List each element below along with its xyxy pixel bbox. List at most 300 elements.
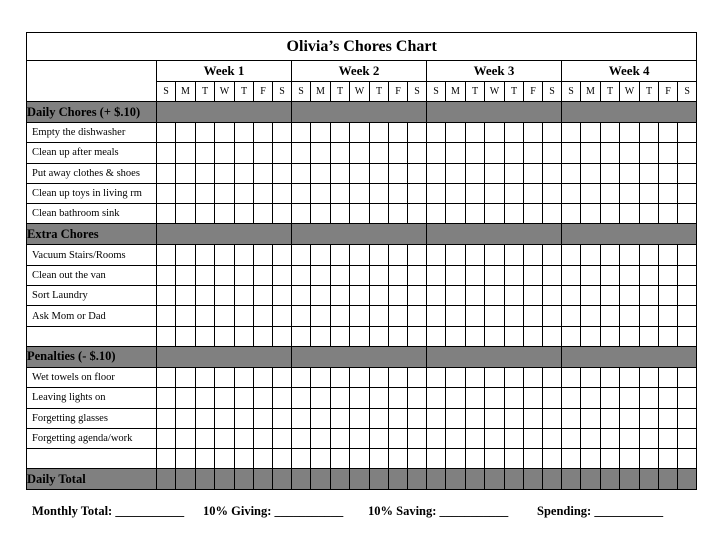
check-cell[interactable] [292,245,311,265]
check-cell[interactable] [581,265,601,285]
check-cell[interactable] [273,123,292,143]
check-cell[interactable] [427,306,446,326]
check-cell[interactable] [176,163,196,183]
check-cell[interactable] [524,143,543,163]
check-cell[interactable] [254,143,273,163]
check-cell[interactable] [620,326,640,346]
check-cell[interactable] [389,388,408,408]
check-cell[interactable] [157,123,176,143]
check-cell[interactable] [215,143,235,163]
check-cell[interactable] [273,326,292,346]
daily-total-cell[interactable] [370,469,389,490]
check-cell[interactable] [446,143,466,163]
check-cell[interactable] [157,163,176,183]
check-cell[interactable] [640,306,659,326]
daily-total-cell[interactable] [485,469,505,490]
check-cell[interactable] [331,367,350,387]
check-cell[interactable] [196,245,215,265]
check-cell[interactable] [389,286,408,306]
check-cell[interactable] [215,388,235,408]
check-cell[interactable] [427,449,446,469]
check-cell[interactable] [659,408,678,428]
check-cell[interactable] [408,306,427,326]
check-cell[interactable] [543,367,562,387]
check-cell[interactable] [678,204,697,224]
check-cell[interactable] [620,204,640,224]
check-cell[interactable] [620,449,640,469]
check-cell[interactable] [389,245,408,265]
check-cell[interactable] [466,143,485,163]
check-cell[interactable] [485,286,505,306]
check-cell[interactable] [292,123,311,143]
check-cell[interactable] [427,428,446,448]
check-cell[interactable] [235,326,254,346]
check-cell[interactable] [427,183,446,203]
daily-total-cell[interactable] [235,469,254,490]
check-cell[interactable] [427,123,446,143]
check-cell[interactable] [350,265,370,285]
daily-total-cell[interactable] [196,469,215,490]
check-cell[interactable] [176,245,196,265]
check-cell[interactable] [331,265,350,285]
check-cell[interactable] [215,306,235,326]
check-cell[interactable] [446,163,466,183]
check-cell[interactable] [485,163,505,183]
check-cell[interactable] [370,123,389,143]
check-cell[interactable] [543,204,562,224]
check-cell[interactable] [601,286,620,306]
check-cell[interactable] [446,245,466,265]
check-cell[interactable] [196,286,215,306]
check-cell[interactable] [620,388,640,408]
check-cell[interactable] [311,163,331,183]
check-cell[interactable] [157,388,176,408]
check-cell[interactable] [562,204,581,224]
check-cell[interactable] [254,183,273,203]
giving-field[interactable]: 10% Giving: ___________ [203,504,344,518]
check-cell[interactable] [446,286,466,306]
check-cell[interactable] [620,306,640,326]
check-cell[interactable] [157,306,176,326]
daily-total-cell[interactable] [524,469,543,490]
check-cell[interactable] [273,367,292,387]
check-cell[interactable] [215,449,235,469]
check-cell[interactable] [370,367,389,387]
check-cell[interactable] [176,449,196,469]
daily-total-cell[interactable] [601,469,620,490]
check-cell[interactable] [176,428,196,448]
check-cell[interactable] [331,183,350,203]
check-cell[interactable] [408,123,427,143]
check-cell[interactable] [157,367,176,387]
check-cell[interactable] [370,428,389,448]
check-cell[interactable] [678,306,697,326]
check-cell[interactable] [350,286,370,306]
check-cell[interactable] [485,143,505,163]
check-cell[interactable] [485,388,505,408]
check-cell[interactable] [370,388,389,408]
check-cell[interactable] [157,428,176,448]
check-cell[interactable] [581,388,601,408]
check-cell[interactable] [485,265,505,285]
check-cell[interactable] [678,428,697,448]
check-cell[interactable] [350,388,370,408]
check-cell[interactable] [292,163,311,183]
check-cell[interactable] [543,265,562,285]
check-cell[interactable] [562,408,581,428]
check-cell[interactable] [370,245,389,265]
check-cell[interactable] [292,183,311,203]
check-cell[interactable] [524,306,543,326]
check-cell[interactable] [505,449,524,469]
check-cell[interactable] [485,306,505,326]
check-cell[interactable] [273,183,292,203]
check-cell[interactable] [466,388,485,408]
check-cell[interactable] [620,367,640,387]
check-cell[interactable] [678,143,697,163]
check-cell[interactable] [292,204,311,224]
check-cell[interactable] [601,204,620,224]
daily-total-cell[interactable] [331,469,350,490]
check-cell[interactable] [311,388,331,408]
check-cell[interactable] [659,286,678,306]
check-cell[interactable] [350,306,370,326]
check-cell[interactable] [466,306,485,326]
check-cell[interactable] [215,183,235,203]
check-cell[interactable] [640,428,659,448]
check-cell[interactable] [505,204,524,224]
check-cell[interactable] [543,245,562,265]
check-cell[interactable] [543,286,562,306]
check-cell[interactable] [235,428,254,448]
check-cell[interactable] [601,123,620,143]
check-cell[interactable] [678,183,697,203]
daily-total-cell[interactable] [659,469,678,490]
check-cell[interactable] [466,408,485,428]
check-cell[interactable] [196,163,215,183]
check-cell[interactable] [254,367,273,387]
check-cell[interactable] [196,204,215,224]
check-cell[interactable] [427,143,446,163]
check-cell[interactable] [427,265,446,285]
check-cell[interactable] [215,163,235,183]
check-cell[interactable] [466,183,485,203]
check-cell[interactable] [350,245,370,265]
check-cell[interactable] [466,286,485,306]
daily-total-cell[interactable] [176,469,196,490]
check-cell[interactable] [620,163,640,183]
check-cell[interactable] [620,123,640,143]
check-cell[interactable] [466,428,485,448]
check-cell[interactable] [640,367,659,387]
check-cell[interactable] [176,204,196,224]
check-cell[interactable] [659,123,678,143]
check-cell[interactable] [485,428,505,448]
check-cell[interactable] [389,428,408,448]
check-cell[interactable] [408,143,427,163]
check-cell[interactable] [215,286,235,306]
check-cell[interactable] [389,367,408,387]
check-cell[interactable] [176,183,196,203]
daily-total-cell[interactable] [157,469,176,490]
check-cell[interactable] [562,367,581,387]
check-cell[interactable] [235,265,254,285]
check-cell[interactable] [427,388,446,408]
check-cell[interactable] [427,245,446,265]
check-cell[interactable] [620,408,640,428]
check-cell[interactable] [235,143,254,163]
check-cell[interactable] [350,143,370,163]
check-cell[interactable] [640,408,659,428]
daily-total-cell[interactable] [273,469,292,490]
check-cell[interactable] [485,449,505,469]
check-cell[interactable] [505,306,524,326]
check-cell[interactable] [640,265,659,285]
check-cell[interactable] [196,428,215,448]
check-cell[interactable] [408,408,427,428]
check-cell[interactable] [292,408,311,428]
check-cell[interactable] [273,306,292,326]
check-cell[interactable] [543,428,562,448]
check-cell[interactable] [235,367,254,387]
check-cell[interactable] [640,204,659,224]
check-cell[interactable] [215,123,235,143]
check-cell[interactable] [331,143,350,163]
daily-total-cell[interactable] [678,469,697,490]
check-cell[interactable] [370,326,389,346]
check-cell[interactable] [505,428,524,448]
check-cell[interactable] [370,204,389,224]
check-cell[interactable] [485,367,505,387]
check-cell[interactable] [254,326,273,346]
check-cell[interactable] [215,204,235,224]
check-cell[interactable] [311,123,331,143]
check-cell[interactable] [659,388,678,408]
check-cell[interactable] [581,143,601,163]
check-cell[interactable] [408,245,427,265]
check-cell[interactable] [505,245,524,265]
daily-total-cell[interactable] [562,469,581,490]
check-cell[interactable] [659,245,678,265]
check-cell[interactable] [601,265,620,285]
check-cell[interactable] [678,163,697,183]
check-cell[interactable] [292,286,311,306]
check-cell[interactable] [524,326,543,346]
check-cell[interactable] [196,123,215,143]
check-cell[interactable] [427,326,446,346]
check-cell[interactable] [659,428,678,448]
check-cell[interactable] [485,245,505,265]
check-cell[interactable] [311,245,331,265]
check-cell[interactable] [505,163,524,183]
check-cell[interactable] [505,388,524,408]
check-cell[interactable] [446,367,466,387]
check-cell[interactable] [176,143,196,163]
check-cell[interactable] [273,449,292,469]
check-cell[interactable] [176,123,196,143]
check-cell[interactable] [427,204,446,224]
check-cell[interactable] [311,183,331,203]
check-cell[interactable] [620,265,640,285]
check-cell[interactable] [389,265,408,285]
check-cell[interactable] [215,408,235,428]
check-cell[interactable] [331,428,350,448]
check-cell[interactable] [331,408,350,428]
check-cell[interactable] [581,245,601,265]
check-cell[interactable] [485,326,505,346]
check-cell[interactable] [601,306,620,326]
check-cell[interactable] [350,326,370,346]
check-cell[interactable] [446,428,466,448]
check-cell[interactable] [157,326,176,346]
check-cell[interactable] [176,408,196,428]
check-cell[interactable] [505,143,524,163]
check-cell[interactable] [292,326,311,346]
check-cell[interactable] [350,367,370,387]
check-cell[interactable] [678,449,697,469]
check-cell[interactable] [292,428,311,448]
check-cell[interactable] [524,286,543,306]
check-cell[interactable] [640,449,659,469]
check-cell[interactable] [235,245,254,265]
check-cell[interactable] [273,388,292,408]
check-cell[interactable] [659,143,678,163]
check-cell[interactable] [640,123,659,143]
check-cell[interactable] [176,286,196,306]
check-cell[interactable] [157,449,176,469]
check-cell[interactable] [678,245,697,265]
check-cell[interactable] [543,123,562,143]
check-cell[interactable] [678,123,697,143]
monthly-total-field[interactable]: Monthly Total: ___________ [32,504,185,518]
check-cell[interactable] [505,408,524,428]
check-cell[interactable] [601,326,620,346]
check-cell[interactable] [601,449,620,469]
check-cell[interactable] [446,408,466,428]
check-cell[interactable] [176,367,196,387]
check-cell[interactable] [601,143,620,163]
check-cell[interactable] [176,306,196,326]
check-cell[interactable] [311,143,331,163]
check-cell[interactable] [562,265,581,285]
check-cell[interactable] [562,388,581,408]
check-cell[interactable] [215,428,235,448]
check-cell[interactable] [427,408,446,428]
check-cell[interactable] [581,183,601,203]
check-cell[interactable] [524,428,543,448]
check-cell[interactable] [254,163,273,183]
check-cell[interactable] [196,449,215,469]
check-cell[interactable] [215,245,235,265]
check-cell[interactable] [505,326,524,346]
check-cell[interactable] [254,428,273,448]
check-cell[interactable] [466,367,485,387]
check-cell[interactable] [543,408,562,428]
check-cell[interactable] [485,183,505,203]
daily-total-cell[interactable] [466,469,485,490]
check-cell[interactable] [485,123,505,143]
check-cell[interactable] [466,245,485,265]
check-cell[interactable] [601,408,620,428]
check-cell[interactable] [196,265,215,285]
check-cell[interactable] [273,428,292,448]
check-cell[interactable] [370,163,389,183]
check-cell[interactable] [427,286,446,306]
check-cell[interactable] [505,183,524,203]
check-cell[interactable] [331,449,350,469]
check-cell[interactable] [678,286,697,306]
check-cell[interactable] [235,408,254,428]
check-cell[interactable] [640,388,659,408]
check-cell[interactable] [254,204,273,224]
check-cell[interactable] [235,306,254,326]
check-cell[interactable] [235,163,254,183]
daily-total-cell[interactable] [640,469,659,490]
check-cell[interactable] [408,265,427,285]
check-cell[interactable] [215,265,235,285]
check-cell[interactable] [659,449,678,469]
check-cell[interactable] [562,428,581,448]
check-cell[interactable] [254,388,273,408]
check-cell[interactable] [196,143,215,163]
daily-total-cell[interactable] [427,469,446,490]
check-cell[interactable] [235,123,254,143]
check-cell[interactable] [620,183,640,203]
check-cell[interactable] [311,367,331,387]
check-cell[interactable] [620,428,640,448]
daily-total-cell[interactable] [446,469,466,490]
check-cell[interactable] [176,265,196,285]
check-cell[interactable] [640,326,659,346]
check-cell[interactable] [524,449,543,469]
check-cell[interactable] [370,449,389,469]
check-cell[interactable] [562,286,581,306]
daily-total-cell[interactable] [215,469,235,490]
check-cell[interactable] [524,245,543,265]
check-cell[interactable] [292,143,311,163]
check-cell[interactable] [331,286,350,306]
check-cell[interactable] [620,143,640,163]
check-cell[interactable] [659,367,678,387]
daily-total-cell[interactable] [292,469,311,490]
check-cell[interactable] [466,449,485,469]
check-cell[interactable] [524,123,543,143]
check-cell[interactable] [581,326,601,346]
check-cell[interactable] [254,245,273,265]
check-cell[interactable] [350,204,370,224]
check-cell[interactable] [562,163,581,183]
check-cell[interactable] [311,326,331,346]
check-cell[interactable] [524,163,543,183]
check-cell[interactable] [331,163,350,183]
check-cell[interactable] [485,408,505,428]
check-cell[interactable] [408,428,427,448]
check-cell[interactable] [581,163,601,183]
check-cell[interactable] [157,183,176,203]
check-cell[interactable] [254,265,273,285]
check-cell[interactable] [659,306,678,326]
check-cell[interactable] [543,449,562,469]
check-cell[interactable] [581,428,601,448]
check-cell[interactable] [524,183,543,203]
check-cell[interactable] [543,306,562,326]
check-cell[interactable] [562,326,581,346]
check-cell[interactable] [640,286,659,306]
check-cell[interactable] [640,163,659,183]
check-cell[interactable] [562,183,581,203]
check-cell[interactable] [389,204,408,224]
check-cell[interactable] [254,123,273,143]
